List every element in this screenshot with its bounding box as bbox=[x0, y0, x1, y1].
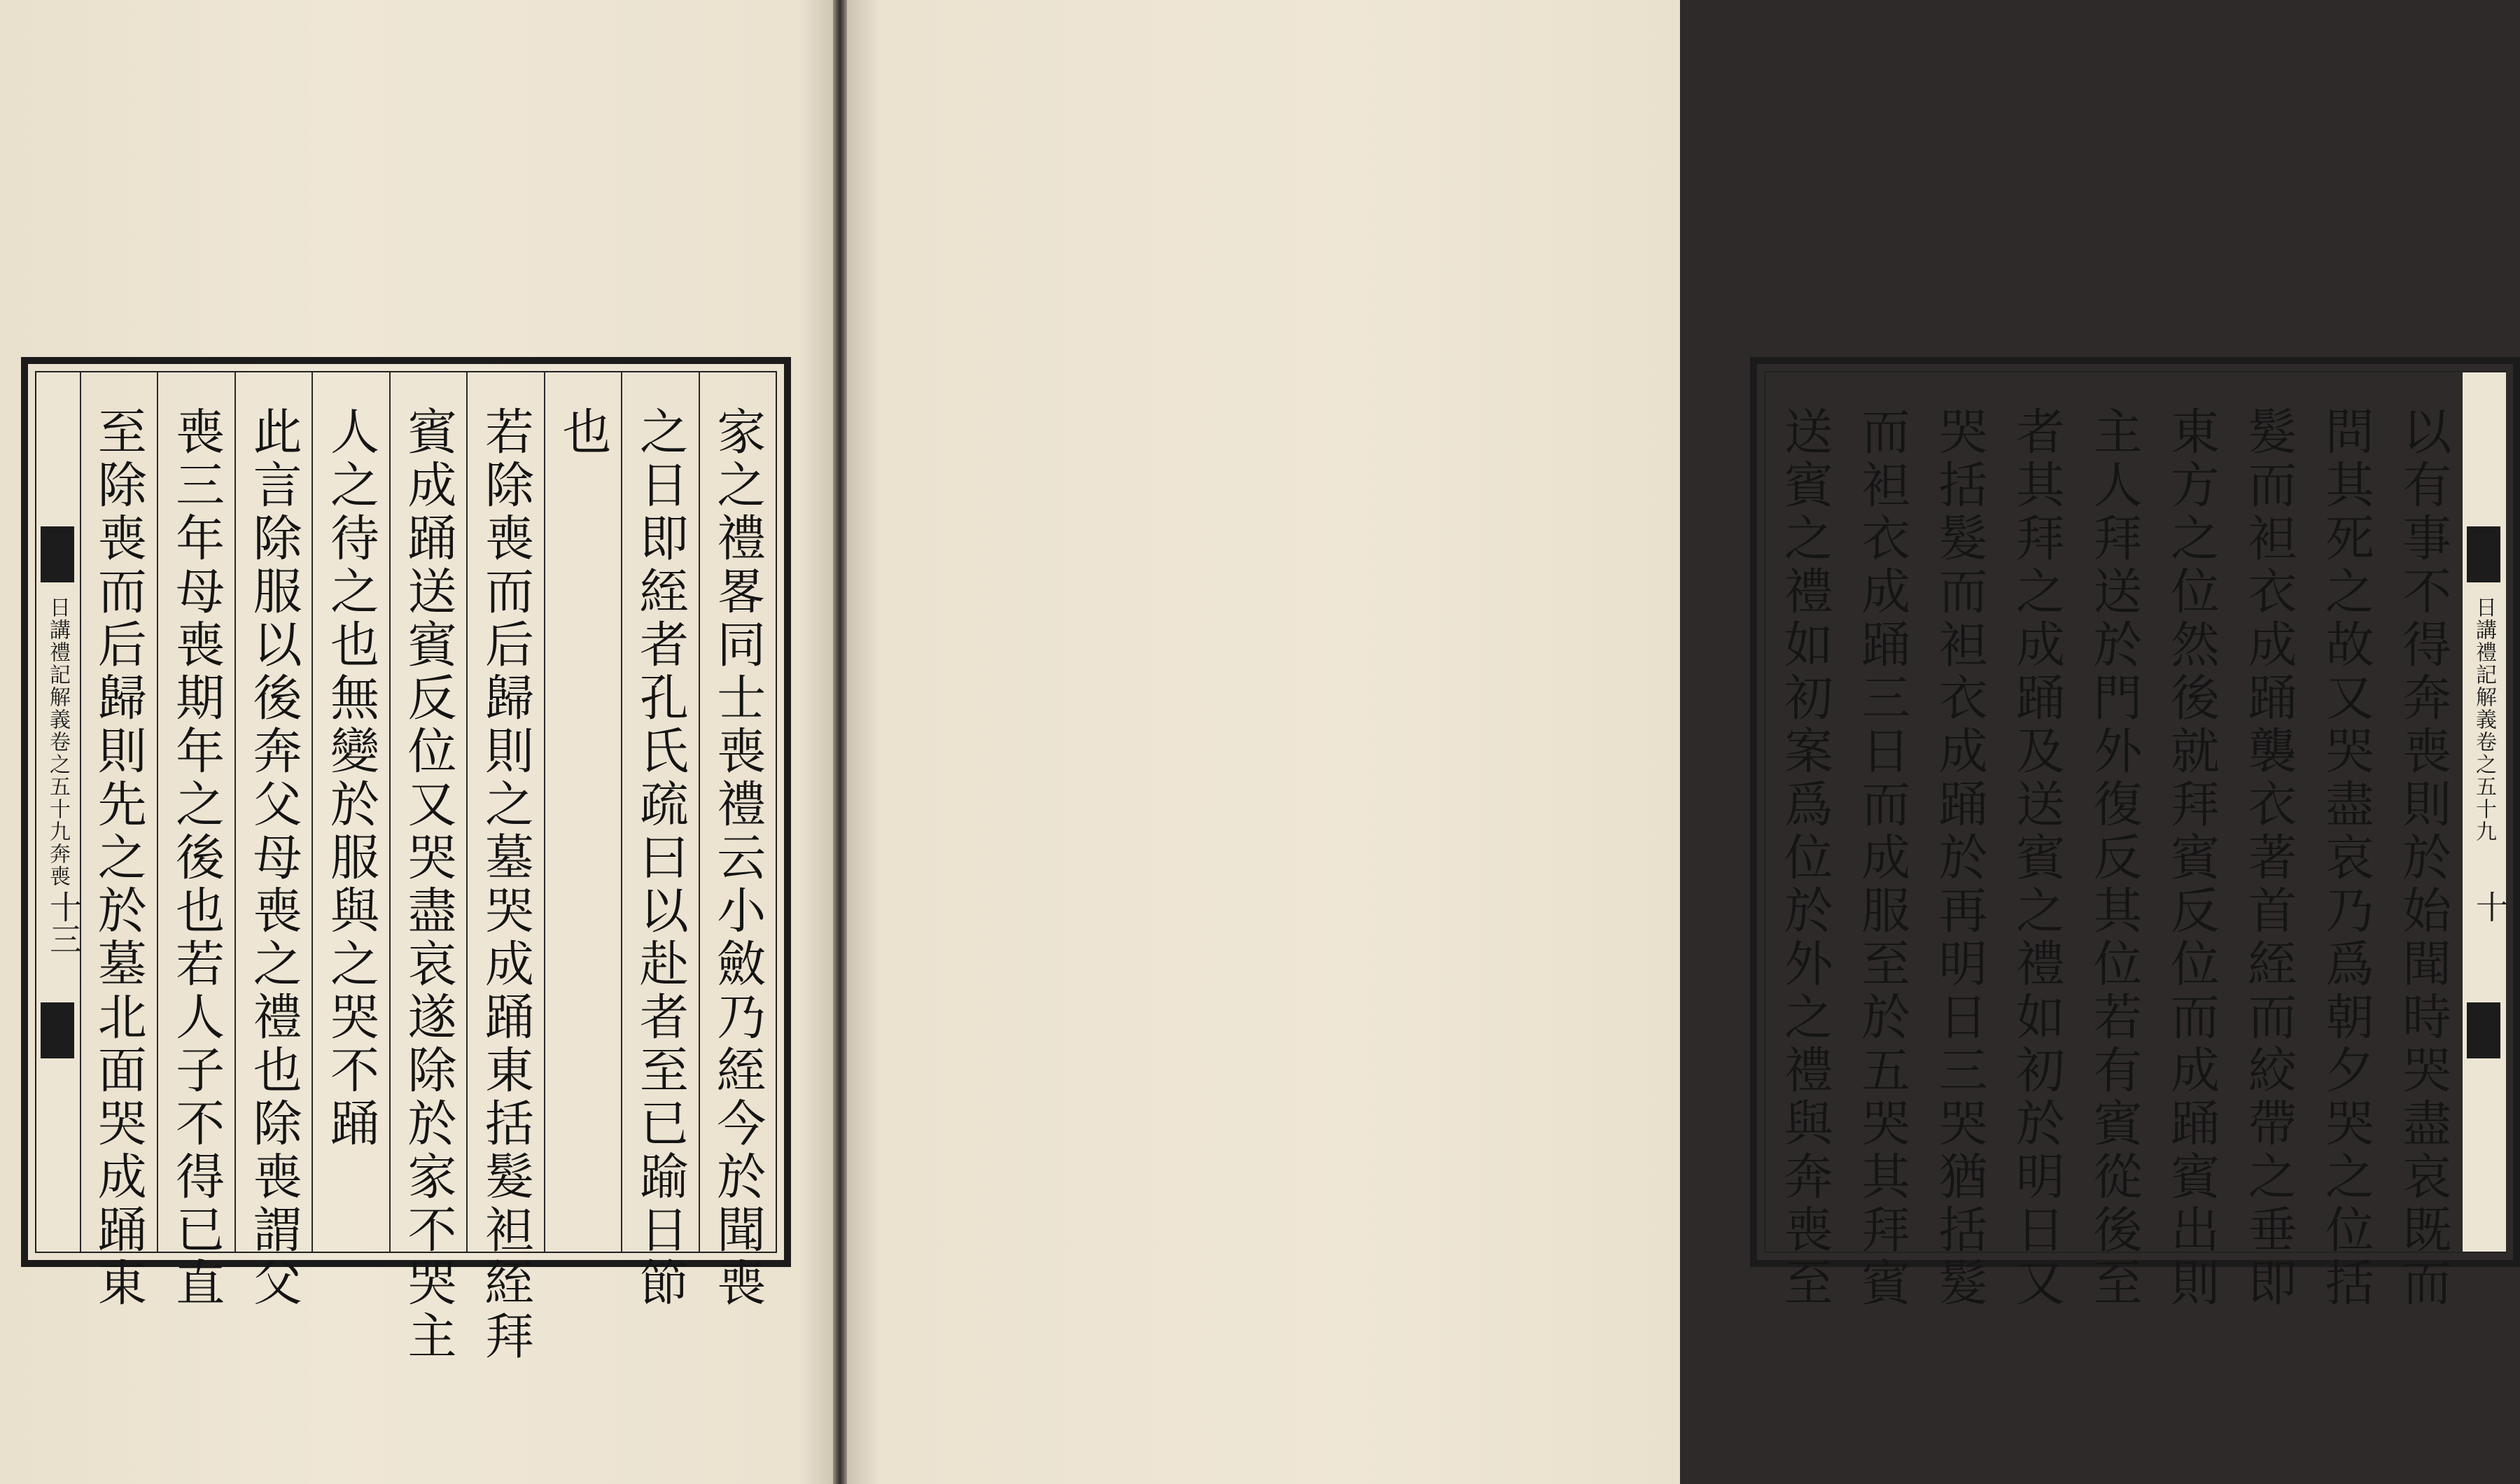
text-column bbox=[389, 372, 466, 1364]
column-text: 喪三年母喪期年之後也若人子不得已直 bbox=[167, 406, 225, 1310]
text-column bbox=[157, 372, 234, 1310]
fish-tail-mark-bottom bbox=[41, 1002, 74, 1058]
column-text: 也 bbox=[554, 406, 612, 459]
text-column bbox=[1765, 372, 1842, 1310]
book-spine bbox=[833, 0, 847, 1484]
text-column bbox=[1842, 372, 1919, 1310]
folio-number: 十三 bbox=[45, 890, 83, 955]
column-text: 哭括髮而袒衣成踊於再明日三哭猶括髮 bbox=[1931, 406, 1989, 1310]
left-text-block bbox=[35, 371, 777, 1364]
right-page bbox=[847, 0, 2509, 1484]
banxin-title: 日講禮記解義卷之五十九奔喪 bbox=[46, 596, 70, 888]
fish-tail-mark-bottom bbox=[2467, 1002, 2500, 1058]
text-column bbox=[80, 372, 157, 1310]
text-column bbox=[2152, 372, 2229, 1310]
text-column bbox=[1920, 372, 1997, 1310]
column-text: 髮而袒衣成踊襲衣著首絰而絞帶之垂即 bbox=[2239, 406, 2297, 1310]
text-column bbox=[2384, 372, 2461, 1310]
column-text: 此言除服以後奔父母喪之禮也除喪謂父 bbox=[245, 406, 303, 1310]
right-text-block bbox=[1764, 371, 2509, 1310]
column-text: 以有事不得奔喪則於始聞時哭盡哀既而 bbox=[2394, 406, 2452, 1310]
banxin-title: 日講禮記解義卷之五十九 bbox=[2472, 596, 2496, 843]
banxin-center-strip bbox=[36, 372, 81, 1252]
text-column bbox=[312, 372, 388, 1252]
column-text: 家之禮畧同士喪禮云小斂乃絰今於聞喪 bbox=[708, 406, 766, 1310]
text-column bbox=[234, 372, 312, 1310]
column-text: 而袒衣成踊三日而成服至於五哭其拜賓 bbox=[1853, 406, 1911, 1310]
column-text: 者其拜之成踊及送賓之禮如初於明日又 bbox=[2008, 406, 2066, 1310]
text-column bbox=[544, 372, 621, 1252]
column-text: 問其死之故又哭盡哀乃爲朝夕哭之位括 bbox=[2317, 406, 2375, 1310]
banxin-center-strip bbox=[2461, 372, 2509, 1252]
text-column bbox=[699, 372, 776, 1310]
fish-tail-mark-top bbox=[2467, 526, 2500, 582]
column-text: 賓成踊送賓反位又哭盡哀遂除於家不哭主 bbox=[399, 406, 457, 1364]
fish-tail-mark-top bbox=[41, 526, 74, 582]
folio-number: 十 bbox=[2471, 890, 2509, 923]
column-text: 人之待之也無變於服與之哭不踊 bbox=[322, 406, 380, 1151]
left-page-frame bbox=[21, 357, 791, 1364]
text-column bbox=[1997, 372, 2074, 1310]
column-text: 之日即絰者孔氏疏曰以赴者至已踰日節 bbox=[631, 406, 690, 1310]
column-text: 送賓之禮如初案爲位於外之禮與奔喪至 bbox=[1776, 406, 1834, 1310]
text-column bbox=[2306, 372, 2384, 1310]
column-text: 主人拜送於門外復反其位若有賓從後至 bbox=[2085, 406, 2143, 1310]
text-column bbox=[466, 372, 543, 1364]
text-column bbox=[2075, 372, 2152, 1310]
column-text: 東方之位然後就拜賓反位而成踊賓出則 bbox=[2162, 406, 2220, 1310]
text-column bbox=[621, 372, 698, 1310]
column-text: 若除喪而后歸則之墓哭成踊東括髮袒絰拜 bbox=[477, 406, 535, 1364]
text-column bbox=[2230, 372, 2306, 1310]
column-text: 至除喪而后歸則先之於墓北面哭成踊東 bbox=[90, 406, 148, 1310]
right-page-frame bbox=[1750, 357, 2520, 1310]
left-page bbox=[0, 0, 833, 1484]
